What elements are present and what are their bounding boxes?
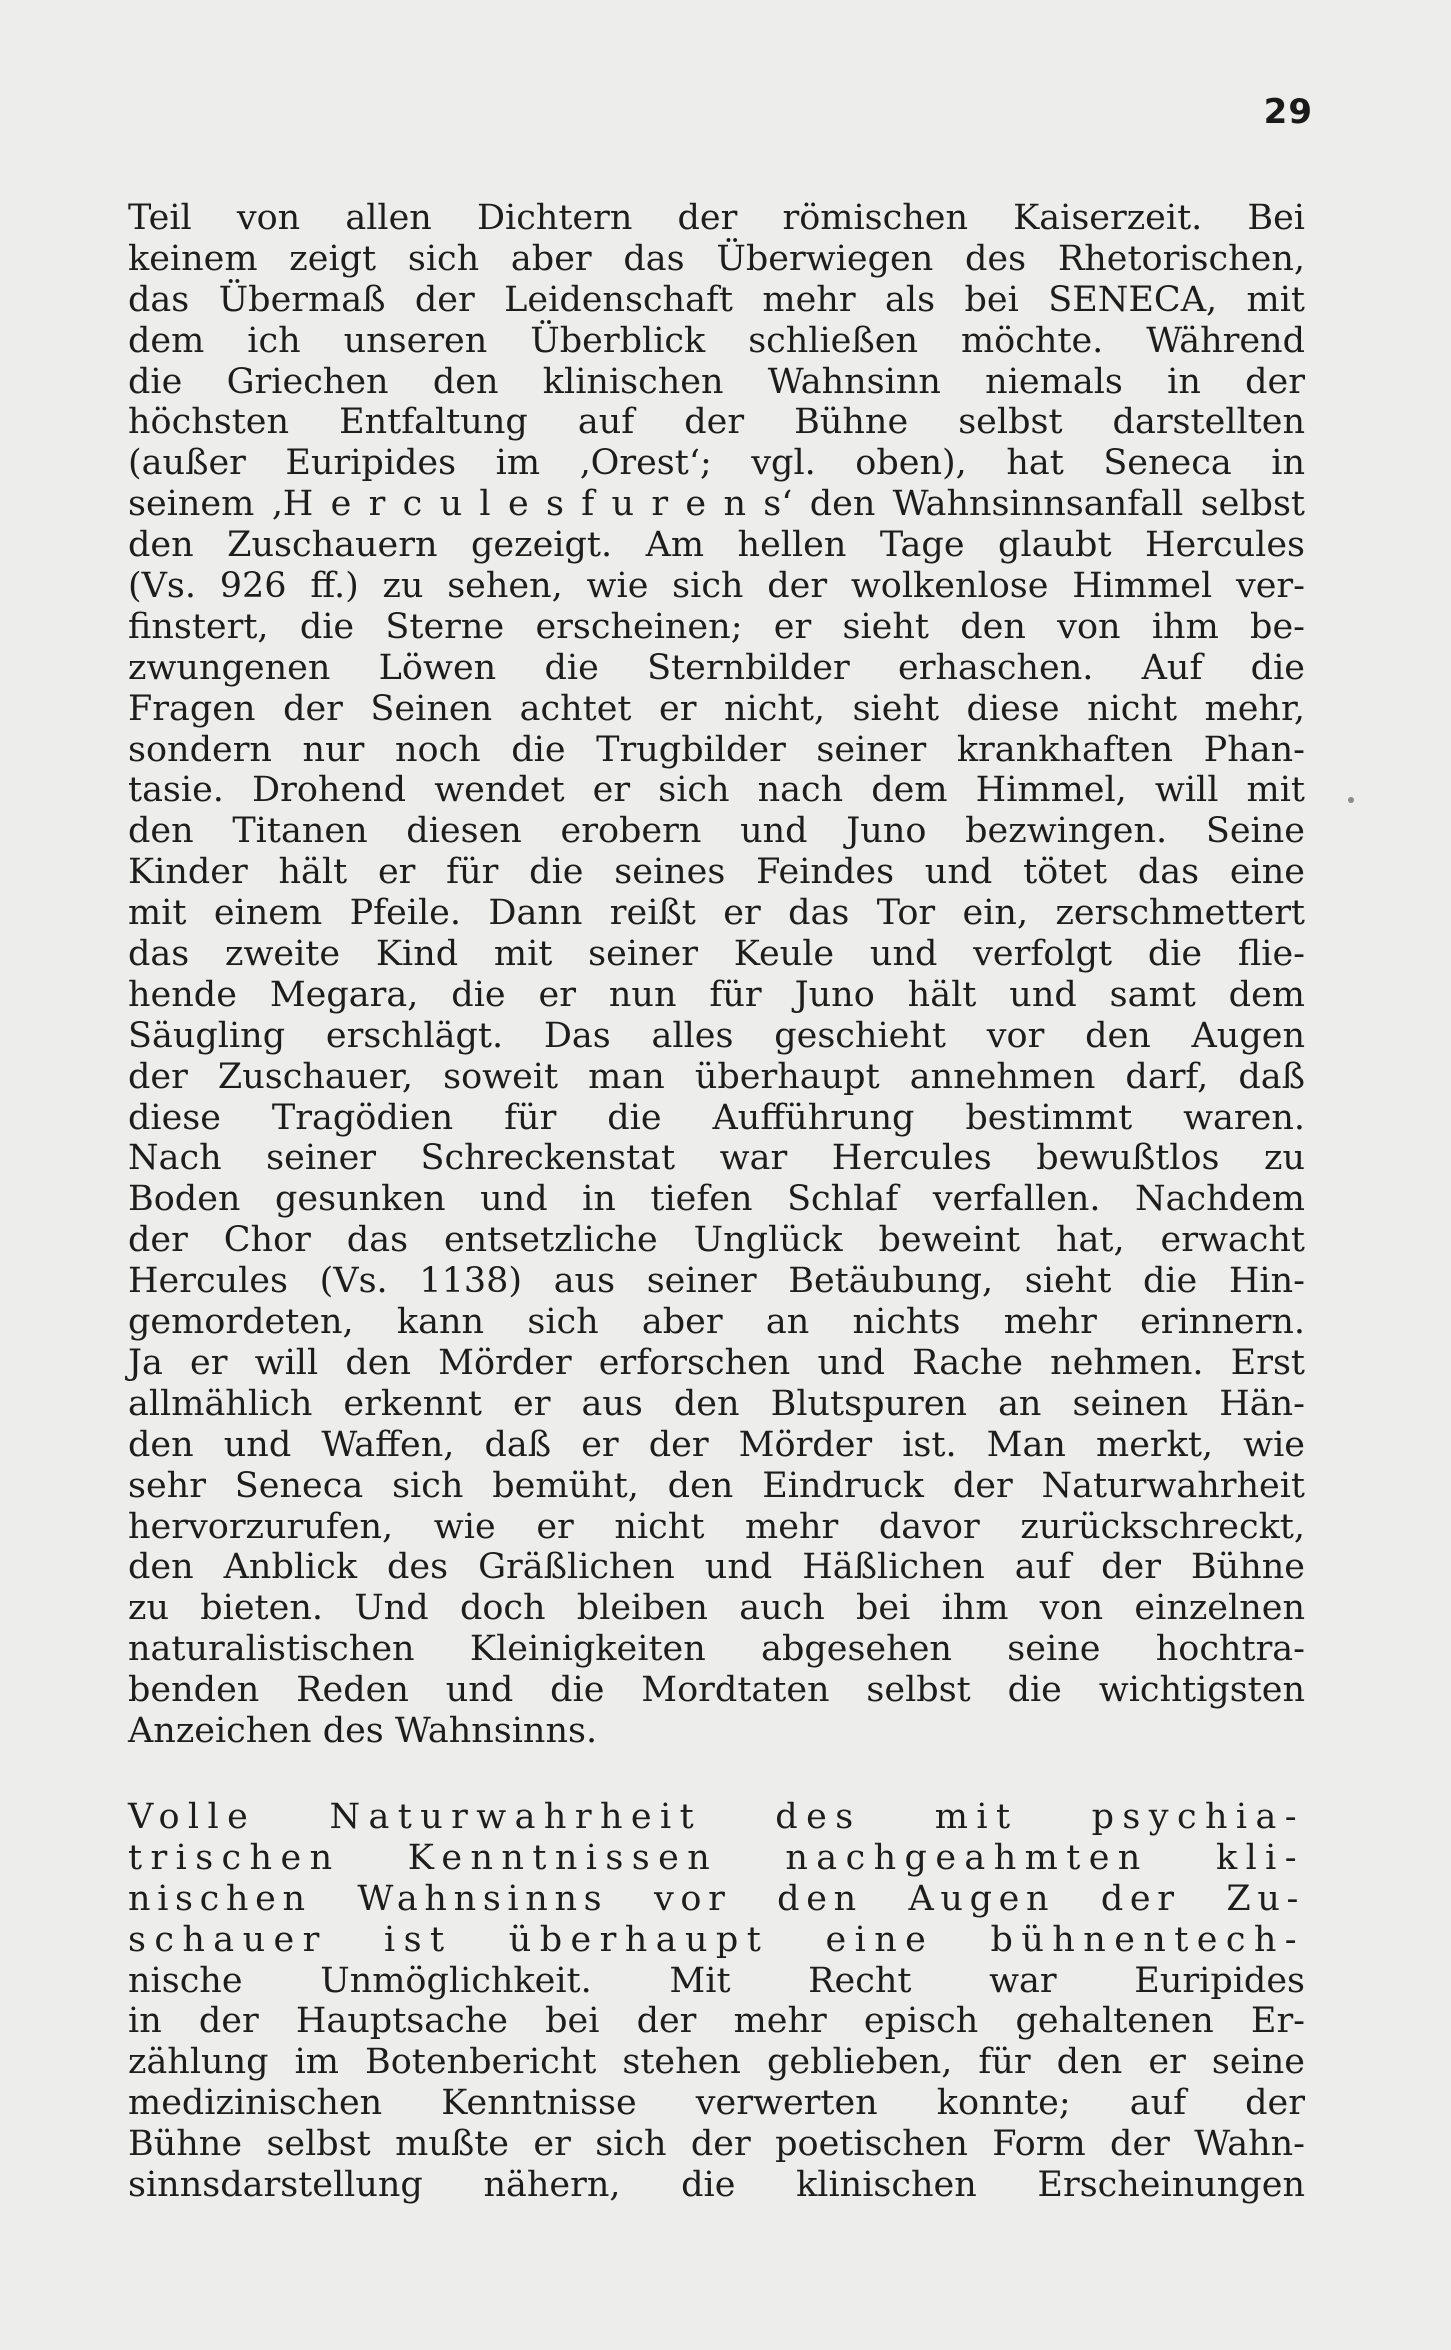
text-line: den und Waffen, daß er der Mörder ist. Man merkt, wie [128,1424,1305,1465]
text-line: Hercules (Vs. 1138) aus seiner Betäubung, sieht die Hin- [128,1261,1305,1302]
text-line: Boden gesunken und in tiefen Schlaf verfallen. Nachdem [128,1179,1305,1220]
text-line: Bühne selbst mußte er sich der poetischen Form der Wahn- [128,2124,1305,2165]
text-line: Säugling erschlägt. Das alles geschieht vor den Augen [128,1015,1305,1056]
text-line: benden Reden und die Mordtaten selbst die wichtigsten [128,1670,1305,1711]
text-line: medizinischen Kenntnisse verwerten konnte; auf der [128,2083,1305,2124]
text-line: Anzeichen des Wahnsinns. [128,1710,598,1751]
text-line: höchsten Entfaltung auf der Bühne selbst darstellten [128,402,1305,443]
text-line: Ja er will den Mörder erforschen und Rache nehmen. Erst [128,1342,1305,1383]
text-line: Nach seiner Schreckenstat war Hercules bewußtlos zu [128,1138,1305,1179]
text-line: mit einem Pfeile. Dann reißt er das Tor ein, zerschmettert [128,893,1305,934]
text-line: finstert, die Sterne erscheinen; er sieht den von ihm be- [128,606,1305,647]
text-line: den Zuschauern gezeigt. Am hellen Tage glaubt Hercules [128,525,1305,566]
text-line: naturalistischen Kleinigkeiten abgesehen seine hochtra- [128,1629,1305,1670]
text-line: zu bieten. Und doch bleiben auch bei ihm von einzelnen [128,1588,1305,1629]
text-line: dem ich unseren Überblick schließen möchte. Während [128,320,1305,361]
text-line: das zweite Kind mit seiner Keule und verfolgt die flie- [128,934,1305,975]
text-line: tasie. Drohend wendet er sich nach dem Himmel, will mit [128,770,1305,811]
text-line: Fragen der Seinen achtet er nicht, sieht diese nicht mehr, [128,688,1305,729]
text-line: zählung im Botenbericht stehen geblieben, für den er seine [128,2042,1305,2083]
text-line: das Übermaß der Leidenschaft mehr als bei SENECA, mit [128,279,1305,320]
paragraph-hercules-furens [128,198,1305,1752]
paragraph-naturwahrheit [128,1797,1305,2206]
text-line-spaced: Volle Naturwahrheit des mit psychia- [128,1797,1305,1837]
text-line: in der Hauptsache bei der mehr episch gehaltenen Er- [128,2001,1305,2042]
text-line: diese Tragödien für die Aufführung bestimmt waren. [128,1097,1305,1138]
text-line: (Vs. 926 ff.) zu sehen, wie sich der wolkenlose Himmel ver- [128,566,1305,607]
text-line-spaced: trischen Kenntnissen nachgeahmten kli- [128,1837,1305,1878]
text-line: Kinder hält er für die seines Feindes und tötet das eine [128,852,1305,893]
text-line: sondern nur noch die Trugbilder seiner krankhaften Phan- [128,729,1305,770]
text-line: die Griechen den klinischen Wahnsinn niemals in der [128,361,1305,402]
text-line: (außer Euripides im ‚Orest‘; vgl. oben), hat Seneca in [128,443,1305,484]
text-line-spaced: schauer ist überhaupt eine bühnentech- [128,1919,1305,1960]
text-line-spaced: nischen Wahnsinns vor den Augen der Zu- [128,1878,1305,1919]
text-line: nische Unmöglichkeit. Mit Recht war Euripides [128,1960,1305,2001]
text-line: seinem ‚H e r c u l e s f u r e n s‘ den Wahnsinnsanfall selbst [128,484,1305,525]
text-line: sinnsdarstellung nähern, die klinischen Erscheinungen [128,2165,1305,2206]
text-line: zwungenen Löwen die Sternbilder erhaschen. Auf die [128,647,1305,688]
text-line: allmählich erkennt er aus den Blutspuren an seinen Hän- [128,1383,1305,1424]
text-line: keinem zeigt sich aber das Überwiegen des Rhetorischen, [128,238,1305,279]
print-blot [1348,797,1354,803]
text-line: der Chor das entsetzliche Unglück beweint hat, erwacht [128,1220,1305,1261]
text-line: Teil von allen Dichtern der römischen Kaiserzeit. Bei [128,198,1305,238]
text-line: hervorzurufen, wie er nicht mehr davor zurückschreckt, [128,1506,1305,1547]
text-line: der Zuschauer, soweit man überhaupt annehmen darf, daß [128,1056,1305,1097]
text-line: hende Megara, die er nun für Juno hält und samt dem [128,974,1305,1015]
text-line: den Titanen diesen erobern und Juno bezwingen. Seine [128,811,1305,852]
page-number: 29 [1263,92,1313,132]
text-line: sehr Seneca sich bemüht, den Eindruck der Naturwahrheit [128,1465,1305,1506]
text-line: gemordeten, kann sich aber an nichts mehr erinnern. [128,1302,1305,1343]
text-line: den Anblick des Gräßlichen und Häßlichen auf der Bühne [128,1547,1305,1588]
